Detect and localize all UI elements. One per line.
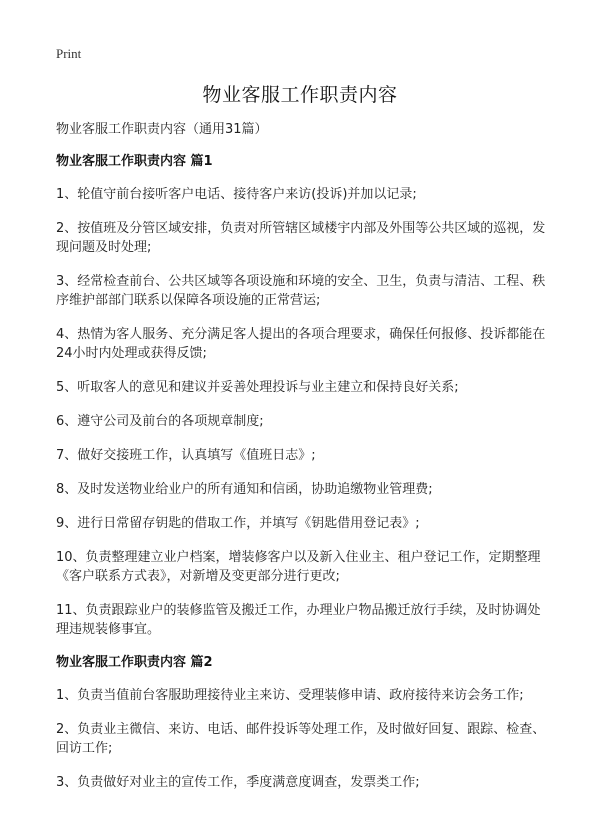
list-item: 5、听取客人的意见和建议并妥善处理投诉与业主建立和保持良好关系;	[56, 380, 459, 395]
section-1	[56, 153, 550, 639]
list-item: 6、遵守公司及前台的各项规章制度;	[56, 414, 264, 429]
list-item: 10、负责整理建立业户档案，增装修客户以及新入住业主、租户登记工作，定期整理《客户联系方式表》，对新增及变更部分进行更改;	[56, 550, 541, 584]
list-item: 3、经常检查前台、公共区域等各项设施和环境的安全、卫生，负责与清洁、工程、秩序维护部部门联系以保障各项设施的正常营运;	[56, 274, 546, 308]
list-item: 3、负责做好对业主的宣传工作，季度满意度调查，发票类工作;	[56, 775, 420, 790]
list-item: 2、按值班及分管区域安排，负责对所管辖区域楼宇内部及外围等公共区域的巡视，发现问题及时处理;	[56, 221, 546, 255]
list-item: 2、负责业主微信、来访、电话、邮件投诉等处理工作，及时做好回复、跟踪、检查、回访工作;	[56, 722, 546, 756]
document-subtitle: 物业客服工作职责内容（通用31篇）	[56, 122, 268, 137]
section-heading: 物业客服工作职责内容 篇2	[56, 655, 213, 670]
list-item: 11、负责跟踪业户的装修监管及搬迁工作，办理业户物品搬迁放行手续，及时协调处理违规装修事宜。	[56, 603, 541, 637]
section-heading: 物业客服工作职责内容 篇1	[56, 154, 213, 169]
list-item: 1、轮值守前台接听客户电话、接待客户来访(投诉)并加以记录;	[56, 187, 417, 202]
section-2	[56, 654, 550, 792]
list-item: 1、负责当值前台客服助理接待业主来访、受理装修申请、政府接待来访会务工作;	[56, 688, 524, 703]
document-content	[56, 121, 550, 807]
print-link[interactable]: Print	[56, 46, 82, 61]
list-item: 9、进行日常留存钥匙的借取工作，并填写《钥匙借用登记表》;	[56, 516, 420, 531]
document-title: 物业客服工作职责内容	[202, 84, 398, 106]
list-item: 8、及时发送物业给业户的所有通知和信函，协助追缴物业管理费;	[56, 482, 433, 497]
list-item: 7、做好交接班工作，认真填写《值班日志》;	[56, 448, 316, 463]
list-item: 4、热情为客人服务、充分满足客人提出的各项合理要求，确保任何报修、投诉都能在24小时内处理或获得反馈;	[56, 327, 546, 361]
